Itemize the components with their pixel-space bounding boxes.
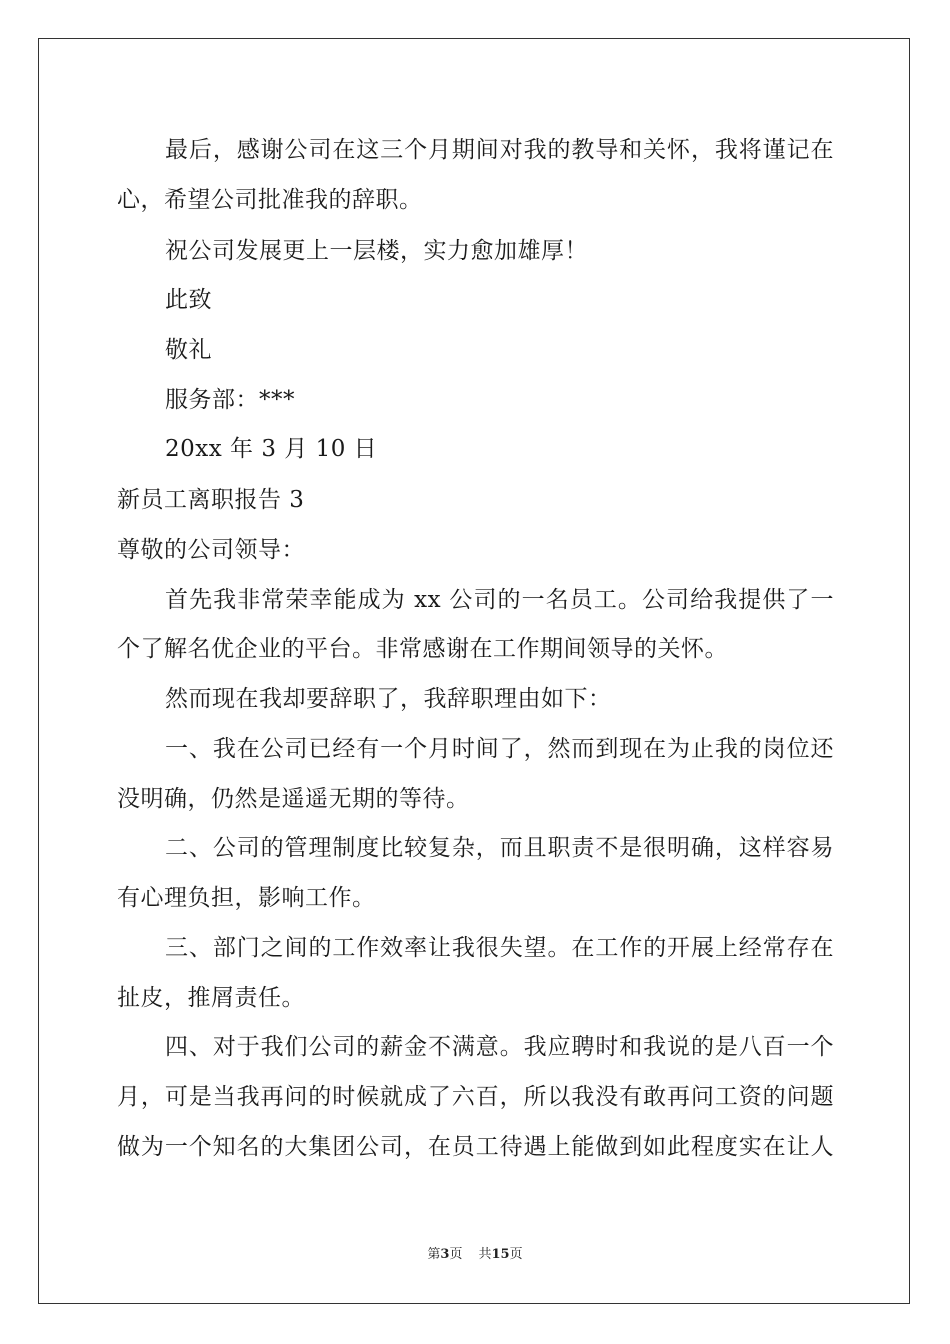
total-label-suffix: 页 [509, 1247, 523, 1262]
paragraph-line: 二、公司的管理制度比较复杂，而且职责不是很明确，这样容易 [165, 835, 834, 861]
total-label-prefix: 共 [478, 1247, 492, 1262]
paragraph-line: 然而现在我却要辞职了，我辞职理由如下： [165, 686, 612, 712]
page-footer [0, 1246, 950, 1264]
paragraph-line: 一、我在公司已经有一个月时间了，然而到现在为止我的岗位还 [165, 736, 834, 762]
paragraph-line: 有心理负担，影响工作。 [117, 885, 376, 911]
page-label-prefix: 第 [427, 1247, 441, 1262]
page-label-suffix: 页 [449, 1247, 463, 1262]
section-title: 新员工离职报告 3 [117, 487, 305, 513]
paragraph-line: 没明确，仍然是遥遥无期的等待。 [117, 786, 470, 812]
salutation-line: 敬礼 [165, 337, 212, 363]
paragraph-line: 四、对于我们公司的薪金不满意。我应聘时和我说的是八百一个 [165, 1034, 834, 1060]
signature-line: 服务部：*** [165, 387, 295, 413]
paragraph-line: 月，可是当我再问的时候就成了六百，所以我没有敢再问工资的问题 [117, 1084, 834, 1110]
current-page-number: 3 [440, 1247, 450, 1262]
salutation-line: 此致 [165, 287, 212, 313]
date-line: 20xx 年 3 月 10 日 [165, 436, 378, 462]
paragraph-line: 祝公司发展更上一层楼，实力愈加雄厚！ [165, 238, 588, 264]
paragraph-line: 做为一个知名的大集团公司，在员工待遇上能做到如此程度实在让人 [117, 1134, 834, 1160]
paragraph-line: 三、部门之间的工作效率让我很失望。在工作的开展上经常存在 [165, 935, 834, 961]
paragraph-line: 扯皮，推屑责任。 [117, 985, 305, 1011]
paragraph-line: 心，希望公司批准我的辞职。 [117, 187, 423, 213]
greeting-line: 尊敬的公司领导： [117, 537, 305, 563]
paragraph-line: 首先我非常荣幸能成为 xx 公司的一名员工。公司给我提供了一 [165, 587, 834, 613]
paragraph-line: 个了解名优企业的平台。非常感谢在工作期间领导的关怀。 [117, 636, 728, 662]
paragraph-line: 最后，感谢公司在这三个月期间对我的教导和关怀，我将谨记在 [165, 137, 834, 163]
total-page-number: 15 [491, 1247, 510, 1262]
page-border [38, 38, 910, 1304]
